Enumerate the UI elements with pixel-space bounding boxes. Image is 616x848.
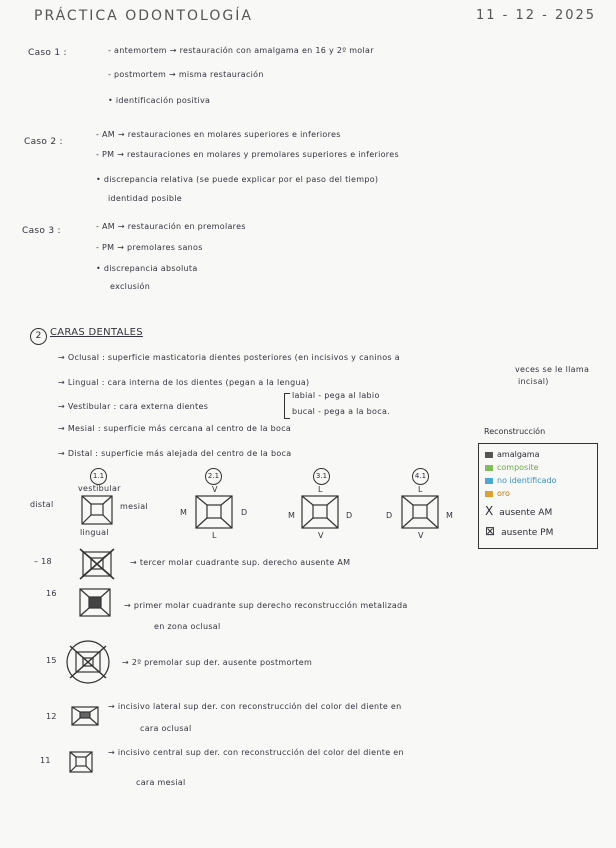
caso-2-line-2: - PM → restauraciones en molares y premolares superiores e inferiores [96,150,399,159]
def-mesial: → Mesial : superficie más cercana al centro de la boca [58,424,292,433]
page-title: PRÁCTICA ODONTOLOGÍA [34,8,253,24]
label-L-3: L [318,485,323,494]
tooth-16-desc: → primer molar cuadrante sup derecho reconstrucción metalizada [124,601,408,610]
quadrant-label-2: 2.1 [205,468,222,485]
def-lingual: → Lingual : cara interna de los dientes (pegan a la lengua) [58,378,310,387]
quadrant-2-diagram [196,496,232,528]
label-D-4: D [386,511,393,520]
unknown-swatch [485,478,493,484]
label-V-2: V [212,485,218,494]
tooth-15-desc: → 2º premolar sup der. ausente postmortem [122,658,313,667]
quadrant-3-diagram [302,496,338,528]
tooth-number: 11 [40,756,51,765]
caso-3-line-4: exclusión [110,282,151,291]
gold-swatch [485,491,493,497]
legend-item-no-identificado: no identificado [485,476,556,485]
caso-3-label: Caso 3 : [22,226,61,236]
tooth-16-desc-2: en zona oclusal [154,622,221,631]
label-M-3: M [288,511,296,520]
section-number: 2 [30,328,47,345]
label-L-2: L [212,531,217,540]
caso-2-line-4: identidad posible [108,194,182,203]
caso-3-line-2: - PM → premolares sanos [96,243,203,252]
caso-1-line-3: • identificación positiva [108,96,211,105]
caso-2-line-1: - AM → restauraciones en molares superiores e inferiores [96,130,341,139]
quadrant-label-3: 3.1 [313,468,330,485]
caso-1-label: Caso 1 : [28,48,67,58]
tooth-number: 15 [46,656,57,665]
quadrant-4-diagram [402,496,438,528]
label-L-4: L [418,485,423,494]
label-V-4: V [418,531,424,540]
tooth-18-desc: → tercer molar cuadrante sup. derecho ausente AM [130,558,351,567]
boxed-x-icon: ⊠ [485,524,496,538]
def-labial: labial - pega al labio [292,391,380,400]
tooth-11-desc-2: cara mesial [136,778,186,787]
label-lingual: lingual [80,528,109,537]
tooth-15-diagram [67,641,109,683]
legend-box [478,443,598,549]
legend-item-ausente-am: X ausente AM [485,504,553,518]
tooth-11-desc: → incisivo central sup der. con reconstrucción del color del diente en [108,748,404,757]
legend-title: Reconstrucción [484,427,546,436]
label-distal: distal [30,500,54,509]
label-mesial: mesial [120,502,149,511]
amalgam-swatch [485,452,493,458]
def-oclusal: → Oclusal : superficie masticatoria dientes posteriores (en incisivos y caninos a [58,353,400,362]
def-distal: → Distal : superficie más alejada del centro de la boca [58,449,292,458]
caso-1-line-2: - postmortem → misma restauración [108,70,264,79]
tooth-number: 12 [46,712,57,721]
def-oclusal-cont-2: incisal) [518,377,549,386]
tooth-18-diagram [80,549,114,579]
quadrant-1-diagram [82,496,112,524]
caso-3-line-1: - AM → restauración en premolares [96,222,246,231]
label-M-4: M [446,511,454,520]
legend-item-ausente-pm: ⊠ ausente PM [485,524,554,538]
label-M-2: M [180,508,188,517]
tooth-12-desc: → incisivo lateral sup der. con reconstrucción del color del diente en [108,702,402,711]
label-D-3: D [346,511,353,520]
tooth-12-desc-2: cara oclusal [140,724,192,733]
tooth-number: 16 [46,589,57,598]
label-V-3: V [318,531,324,540]
legend-item-oro: oro [485,489,510,498]
label-vestibular: vestibular [78,484,121,493]
caso-3-line-3: • discrepancia absoluta [96,264,198,273]
caso-1-line-1: - antemortem → restauración con amalgama en 16 y 2º molar [108,46,374,55]
quadrant-label-1: 1.1 [90,468,107,485]
tooth-16-diagram [80,589,110,616]
caso-2-label: Caso 2 : [24,137,63,147]
def-bucal: bucal - pega a la boca. [292,407,390,416]
tooth-number: – 18 [34,557,52,566]
tooth-12-diagram [72,707,98,725]
legend-item-amalgama: amalgama [485,450,540,459]
caso-2-line-3: • discrepancia relativa (se puede explicar por el paso del tiempo) [96,175,379,184]
def-vestibular: → Vestibular : cara externa dientes [58,402,209,411]
tooth-11-diagram [70,752,92,772]
label-D-2: D [241,508,248,517]
quadrant-label-4: 4.1 [412,468,429,485]
def-oclusal-cont: veces se le llama [515,365,590,374]
section-heading: CARAS DENTALES [50,327,143,338]
x-icon: X [485,504,494,518]
page-date: 11 - 12 - 2025 [476,8,597,23]
legend-item-composite: composite [485,463,539,472]
composite-swatch [485,465,493,471]
